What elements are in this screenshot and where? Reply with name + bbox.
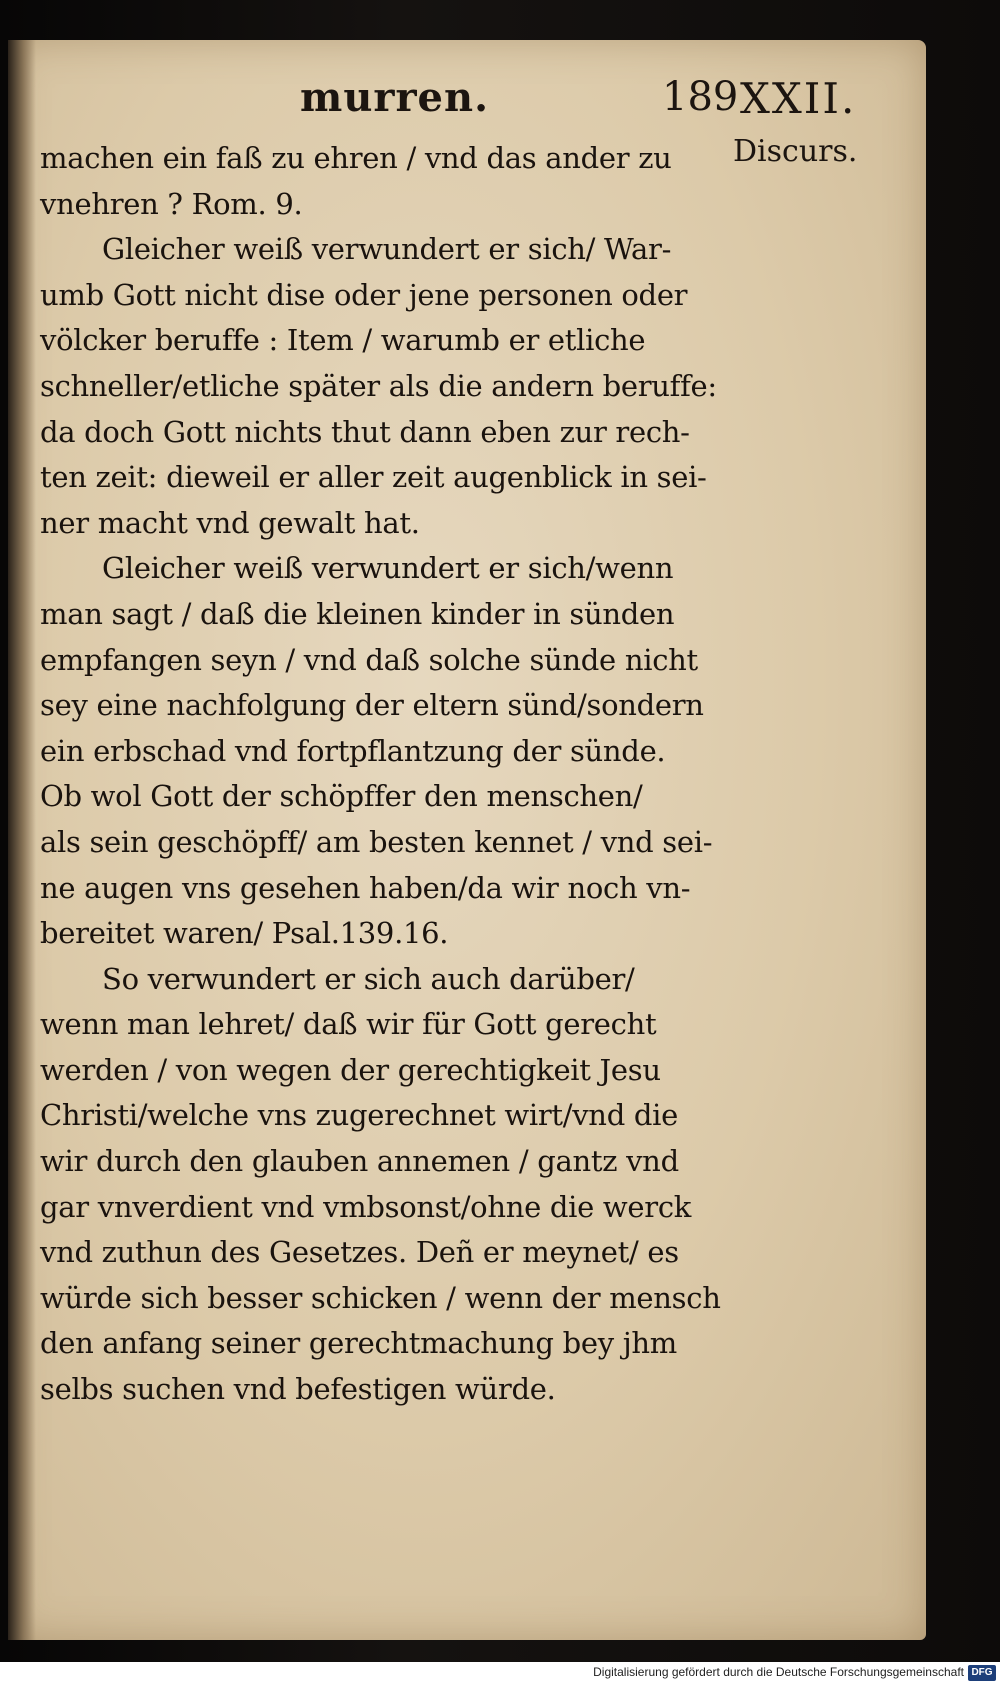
page-gutter bbox=[8, 40, 36, 1640]
text-line: ner macht vnd gewalt hat. bbox=[40, 505, 420, 540]
running-title: murren. bbox=[300, 74, 490, 121]
text-line: als sein geschöpff/ am besten kennet / vnd sei- bbox=[40, 824, 713, 859]
text-line: So verwundert er sich auch darüber/ bbox=[102, 961, 635, 996]
text-line: ten zeit: dieweil er aller zeit augenblick in sei- bbox=[40, 460, 707, 495]
digitization-footer bbox=[0, 1662, 1000, 1685]
text-line: völcker beruffe : Item / warumb er etliche bbox=[40, 323, 646, 358]
text-line: werden / von wegen der gerechtigkeit Jesu bbox=[40, 1052, 661, 1087]
text-line: vnd zuthun des Gesetzes. Deñ er meynet/ es bbox=[40, 1235, 679, 1270]
text-line: man sagt / daß die kleinen kinder in sünden bbox=[40, 596, 675, 631]
text-line: Gleicher weiß verwundert er sich/wenn bbox=[102, 551, 674, 586]
text-line: Gleicher weiß verwundert er sich/ War- bbox=[102, 232, 672, 267]
text-line: Christi/welche vns zugerechnet wirt/vnd die bbox=[40, 1098, 678, 1133]
page-header bbox=[0, 74, 1000, 134]
discourse-number: XXII. bbox=[740, 74, 857, 123]
text-line: ein erbschad vnd fortpflantzung der sünde. bbox=[40, 733, 666, 768]
funding-credit: Digitalisierung gefördert durch die Deutsche Forschungsgemeinschaft bbox=[593, 1665, 964, 1679]
text-line: machen ein faß zu ehren / vnd das ander zu bbox=[40, 141, 672, 175]
text-line: wenn man lehret/ daß wir für Gott gerecht bbox=[40, 1007, 657, 1042]
text-line: umb Gott nicht dise oder jene personen oder bbox=[40, 277, 688, 312]
text-line: empfangen seyn / vnd daß solche sünde nicht bbox=[40, 642, 698, 677]
body-text bbox=[40, 136, 730, 1413]
text-line: vnehren ? Rom. 9. bbox=[40, 186, 303, 221]
text-line: schneller/etliche später als die andern beruffe: bbox=[40, 368, 717, 403]
margin-note: Discurs. bbox=[733, 134, 858, 169]
page-number: 189 bbox=[662, 74, 739, 120]
text-line: da doch Gott nichts thut dann eben zur rech- bbox=[40, 414, 690, 449]
text-line: wir durch den glauben annemen / gantz vnd bbox=[40, 1144, 679, 1179]
text-line: bereitet waren/ Psal.139.16. bbox=[40, 916, 449, 951]
text-line: selbs suchen vnd befestigen würde. bbox=[40, 1372, 556, 1407]
text-line: den anfang seiner gerechtmachung bey jhm bbox=[40, 1326, 677, 1361]
text-line: würde sich besser schicken / wenn der mensch bbox=[40, 1280, 721, 1315]
dfg-logo: DFG bbox=[968, 1665, 996, 1681]
text-line: sey eine nachfolgung der eltern sünd/sondern bbox=[40, 688, 704, 723]
text-line: gar vnverdient vnd vmbsonst/ohne die werck bbox=[40, 1189, 692, 1224]
text-line: Ob wol Gott der schöpffer den menschen/ bbox=[40, 779, 643, 814]
text-line: ne augen vns gesehen haben/da wir noch vn- bbox=[40, 870, 691, 905]
